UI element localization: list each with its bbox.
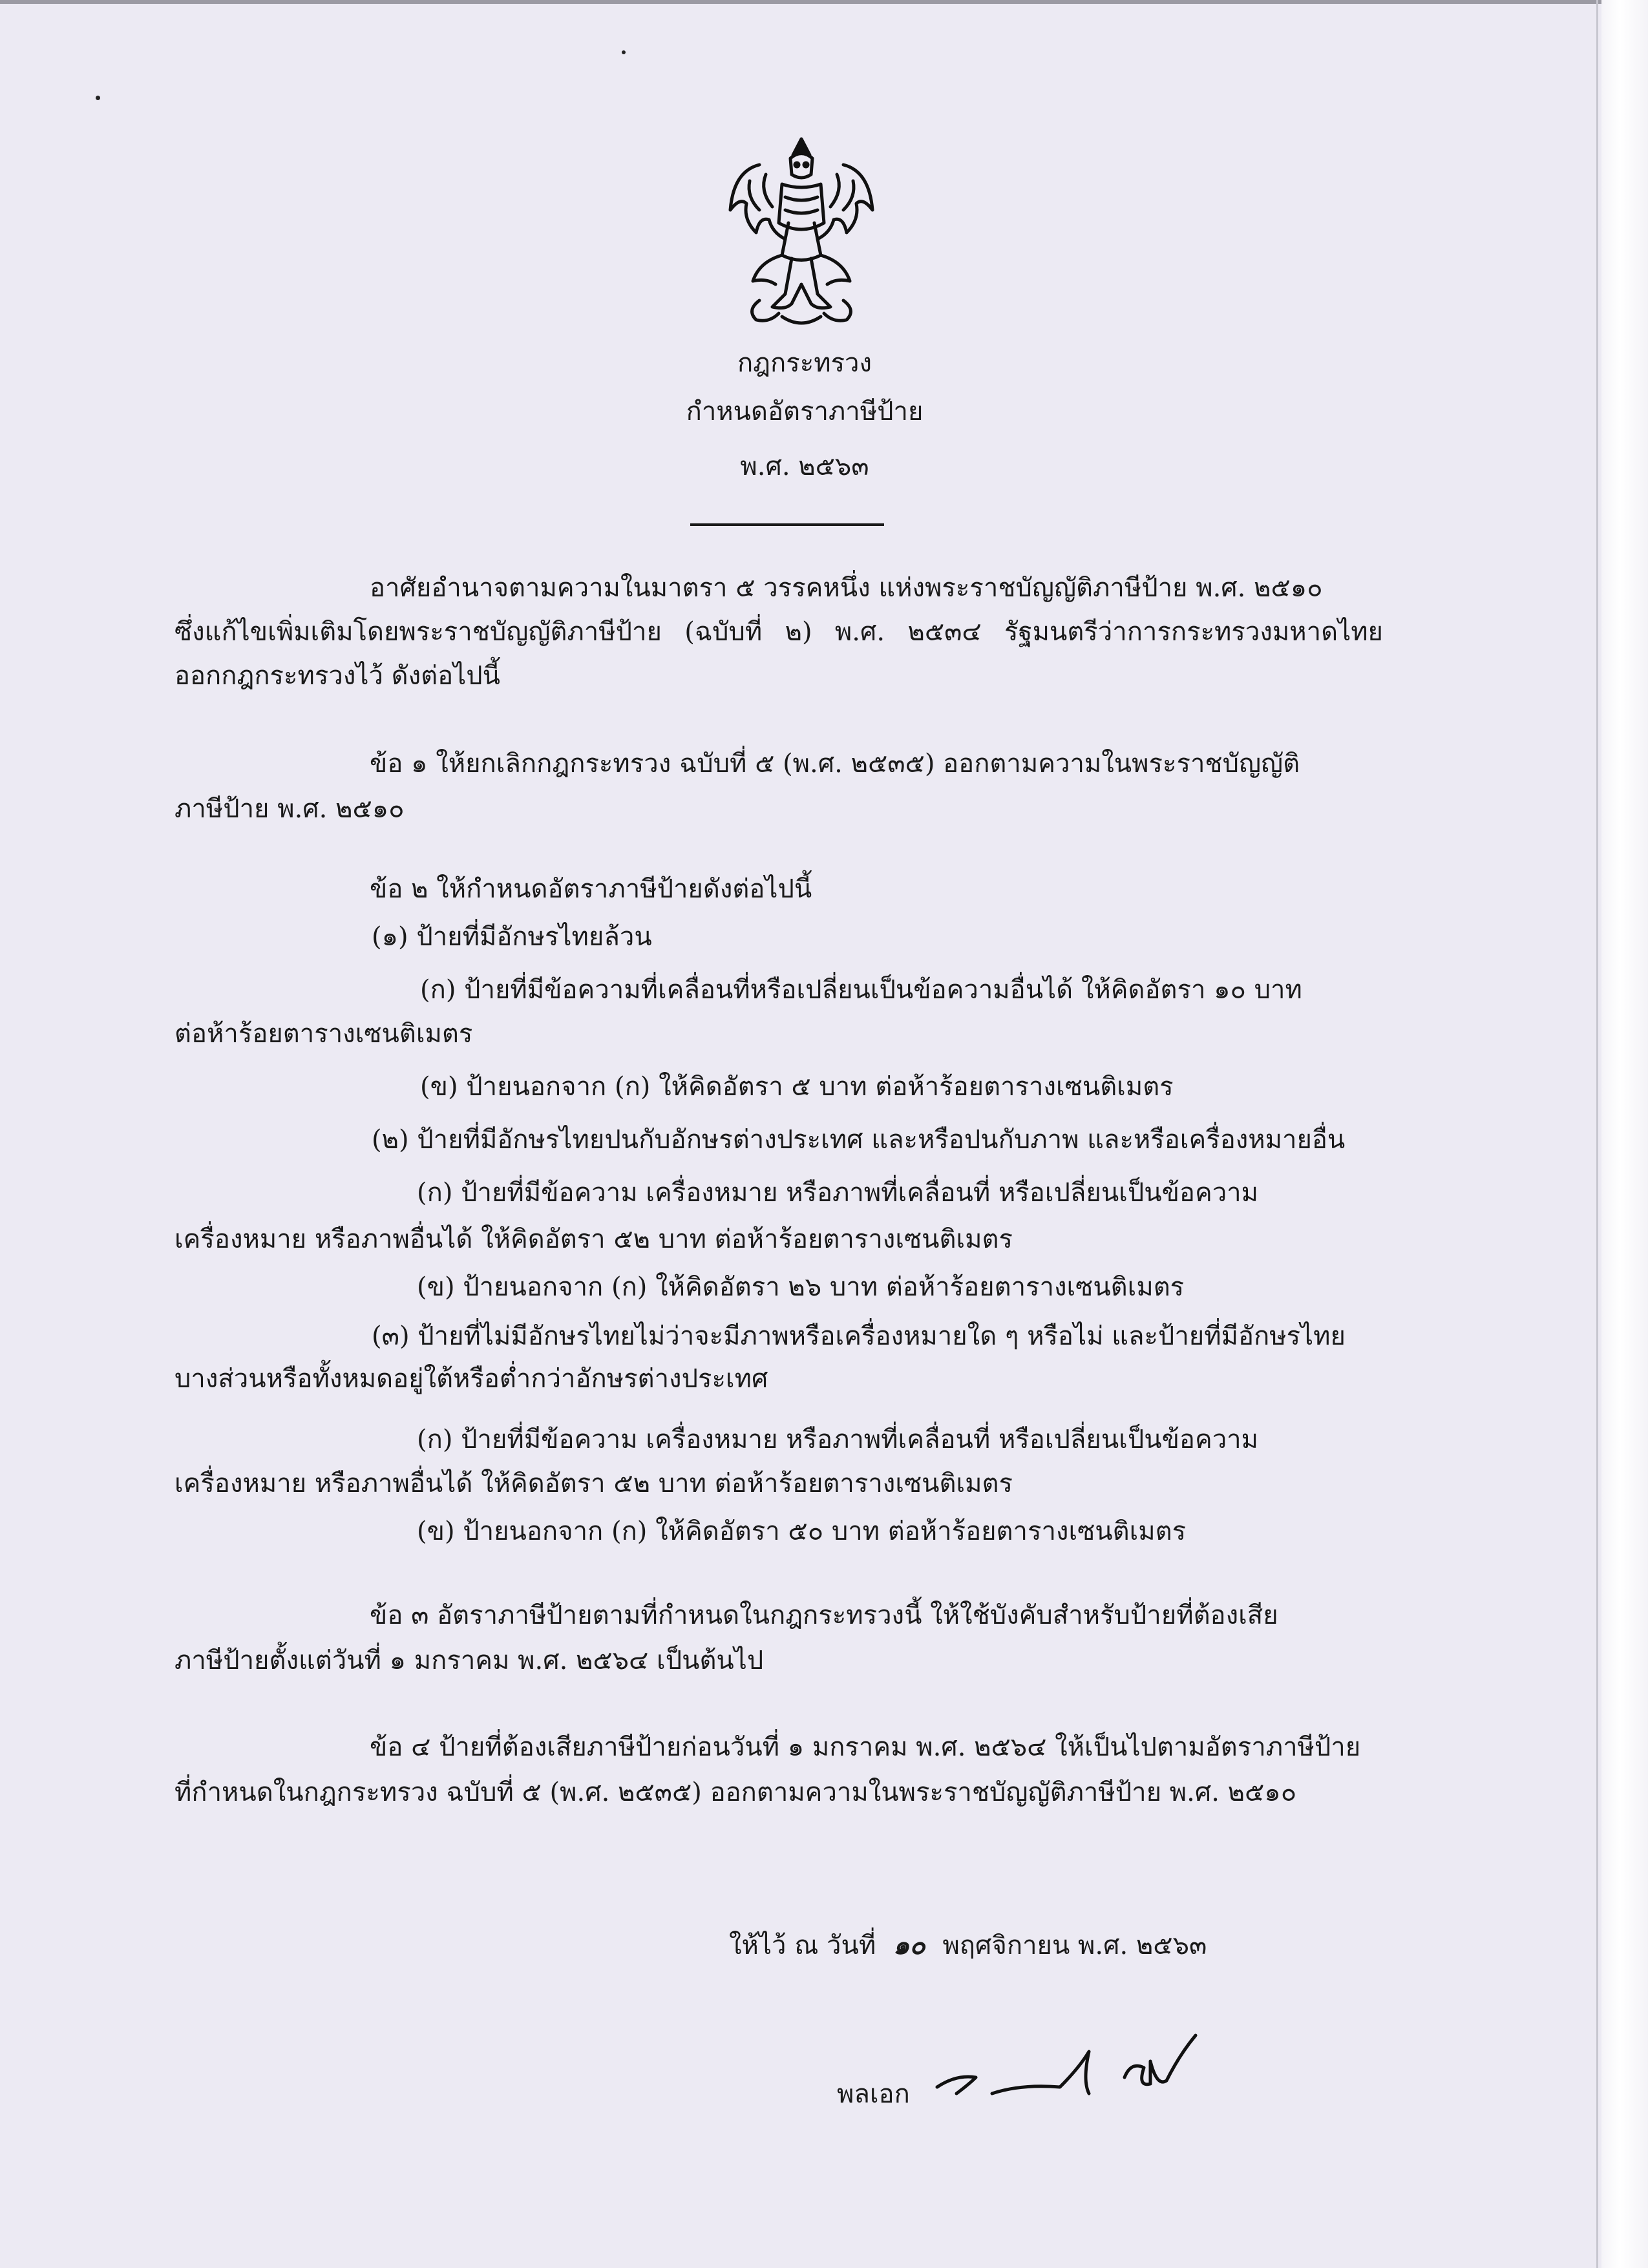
preamble-line: ซึ่งแก้ไขเพิ่มเติมโดยพระราชบัญญัติภาษีป้าย (ฉบับที่ ๒) พ.ศ. ๒๕๓๔ รัฐมนตรีว่าการกระทรวงมหาดไทย	[174, 617, 1383, 647]
clause-1-line: ภาษีป้าย พ.ศ. ๒๕๑๐	[174, 794, 405, 824]
scan-margin	[1601, 0, 1648, 2268]
given-month-year: พฤศจิกายน พ.ศ. ๒๕๖๓	[942, 1931, 1207, 1960]
signatory-rank: พลเอก	[837, 2079, 910, 2109]
preamble-line: อาศัยอำนาจตามความในมาตรา ๕ วรรคหนึ่ง แห่งพระราชบัญญัติภาษีป้าย พ.ศ. ๒๕๑๐	[370, 573, 1323, 603]
clause-2-item-2a: (ก) ป้ายที่มีข้อความ เครื่องหมาย หรือภาพที่เคลื่อนที่ หรือเปลี่ยนเป็นข้อความ	[417, 1178, 1258, 1208]
scan-speck	[622, 50, 626, 54]
document-type-title: กฎกระทรวง	[737, 348, 872, 378]
clause-2-item-3b: (ข) ป้ายนอกจาก (ก) ให้คิดอัตรา ๕๐ บาท ต่อห้าร้อยตารางเซนติเมตร	[417, 1517, 1187, 1546]
clause-3-line: ข้อ ๓ อัตราภาษีป้ายตามที่กำหนดในกฎกระทรวงนี้ ให้ใช้บังคับสำหรับป้ายที่ต้องเสีย	[370, 1601, 1278, 1630]
clause-2-item-3: บางส่วนหรือทั้งหมดอยู่ใต้หรือต่ำกว่าอักษรต่างประเทศ	[174, 1364, 768, 1394]
clause-2-item-1: (๑) ป้ายที่มีอักษรไทยล้วน	[372, 922, 652, 952]
given-prefix: ให้ไว้ ณ วันที่	[729, 1931, 876, 1960]
clause-4-line: ที่กำหนดในกฎกระทรวง ฉบับที่ ๕ (พ.ศ. ๒๕๓๕) ออกตามความในพระราชบัญญัติภาษีป้าย พ.ศ. ๒๕๑๐	[174, 1778, 1297, 1807]
scan-speck	[96, 96, 100, 100]
garuda-emblem-icon	[721, 126, 882, 339]
given-date	[729, 1924, 1207, 1966]
preamble-line: ออกกฎกระทรวงไว้ ดังต่อไปนี้	[174, 661, 501, 691]
clause-2-item-1a: ต่อห้าร้อยตารางเซนติเมตร	[174, 1019, 473, 1049]
clause-1-line: ข้อ ๑ ให้ยกเลิกกฎกระทรวง ฉบับที่ ๕ (พ.ศ. ๒๕๓๕) ออกตามความในพระราชบัญญัติ	[370, 749, 1300, 779]
given-day: ๑๐	[893, 1930, 925, 1960]
clause-2-item-3a: (ก) ป้ายที่มีข้อความ เครื่องหมาย หรือภาพที่เคลื่อนที่ หรือเปลี่ยนเป็นข้อความ	[417, 1425, 1258, 1454]
handwritten-signature	[931, 2022, 1215, 2113]
clause-3-line: ภาษีป้ายตั้งแต่วันที่ ๑ มกราคม พ.ศ. ๒๕๖๔ เป็นต้นไป	[174, 1646, 764, 1675]
clause-2-item-2: (๒) ป้ายที่มีอักษรไทยปนกับอักษรต่างประเทศ และหรือปนกับภาพ และหรือเครื่องหมายอื่น	[372, 1125, 1346, 1155]
page-edge-line	[1596, 0, 1598, 2268]
scan-top-edge	[0, 0, 1603, 4]
title-divider	[690, 523, 884, 526]
clause-2-item-1a: (ก) ป้ายที่มีข้อความที่เคลื่อนที่หรือเปลี่ยนเป็นข้อความอื่นได้ ให้คิดอัตรา ๑๐ บาท	[420, 975, 1302, 1005]
document-year: พ.ศ. ๒๕๖๓	[740, 452, 869, 481]
clause-2-heading: ข้อ ๒ ให้กำหนดอัตราภาษีป้ายดังต่อไปนี้	[370, 874, 812, 904]
clause-2-item-2a: เครื่องหมาย หรือภาพอื่นได้ ให้คิดอัตรา ๕๒ บาท ต่อห้าร้อยตารางเซนติเมตร	[174, 1224, 1013, 1254]
clause-2-item-3: (๓) ป้ายที่ไม่มีอักษรไทยไม่ว่าจะมีภาพหรือเครื่องหมายใด ๆ หรือไม่ และป้ายที่มีอักษรไทย	[372, 1321, 1346, 1351]
clause-4-line: ข้อ ๔ ป้ายที่ต้องเสียภาษีป้ายก่อนวันที่ ๑ มกราคม พ.ศ. ๒๕๖๔ ให้เป็นไปตามอัตราภาษีป้าย	[370, 1732, 1361, 1762]
clause-2-item-3a: เครื่องหมาย หรือภาพอื่นได้ ให้คิดอัตรา ๕๒ บาท ต่อห้าร้อยตารางเซนติเมตร	[174, 1469, 1013, 1498]
clause-2-item-1b: (ข) ป้ายนอกจาก (ก) ให้คิดอัตรา ๕ บาท ต่อห้าร้อยตารางเซนติเมตร	[420, 1072, 1174, 1102]
document-subject: กำหนดอัตราภาษีป้าย	[686, 397, 924, 426]
clause-2-item-2b: (ข) ป้ายนอกจาก (ก) ให้คิดอัตรา ๒๖ บาท ต่อห้าร้อยตารางเซนติเมตร	[417, 1272, 1185, 1302]
